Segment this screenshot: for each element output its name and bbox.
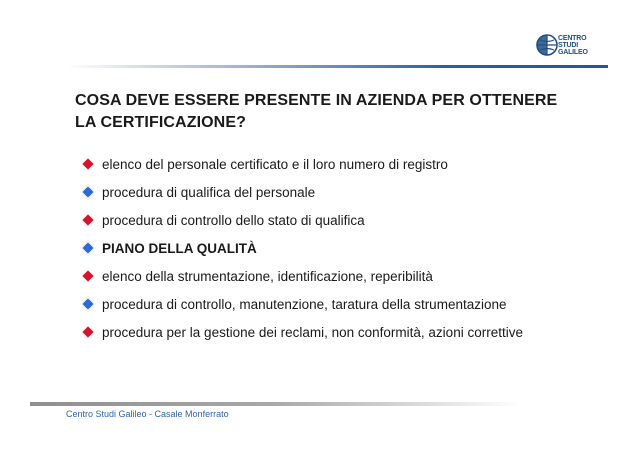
- bullet-list: [82, 150, 602, 346]
- bullet-item: [82, 178, 602, 206]
- footer-text: Centro Studi Galileo - Casale Monferrato: [66, 409, 229, 419]
- logo-line-2: STUDI: [558, 42, 579, 49]
- diamond-bullet-icon: [82, 242, 93, 253]
- diamond-bullet-icon: [82, 186, 93, 197]
- slide-title: [75, 90, 595, 134]
- bullet-item: [82, 206, 602, 234]
- diamond-bullet-icon: [82, 158, 93, 169]
- bullet-text: procedura di controllo, manutenzione, taratura della strumentazione: [102, 296, 507, 312]
- bullet-item: [82, 318, 602, 346]
- bullet-item: [82, 150, 602, 178]
- diamond-bullet-icon: [82, 214, 93, 225]
- bullet-item: [82, 262, 602, 290]
- diamond-bullet-icon: [82, 326, 93, 337]
- title-line-2: LA CERTIFICAZIONE?: [75, 114, 246, 131]
- centro-studi-galileo-logo: [536, 34, 596, 60]
- bullet-item: [82, 234, 602, 262]
- bullet-text: procedura per la gestione dei reclami, non conformità, azioni correttive: [102, 324, 523, 340]
- bullet-text: elenco del personale certificato e il loro numero di registro: [102, 156, 448, 172]
- diamond-bullet-icon: [82, 298, 93, 309]
- globe-logo-icon: [536, 34, 558, 56]
- bullet-text: PIANO DELLA QUALITÀ: [102, 240, 257, 256]
- bullet-text: procedura di controllo dello stato di qualifica: [102, 212, 365, 228]
- bullet-text: elenco della strumentazione, identificazione, reperibilità: [102, 268, 433, 284]
- bullet-item: [82, 290, 602, 318]
- diamond-bullet-icon: [82, 270, 93, 281]
- header-divider: [66, 65, 608, 68]
- logo-text: [558, 35, 596, 56]
- bullet-text: procedura di qualifica del personale: [102, 184, 316, 200]
- footer-divider: [30, 402, 520, 406]
- logo-line-3: GALILEO: [558, 49, 588, 56]
- title-line-1: COSA DEVE ESSERE PRESENTE IN AZIENDA PER OTTENERE: [75, 92, 558, 109]
- logo-line-1: CENTRO: [558, 35, 587, 42]
